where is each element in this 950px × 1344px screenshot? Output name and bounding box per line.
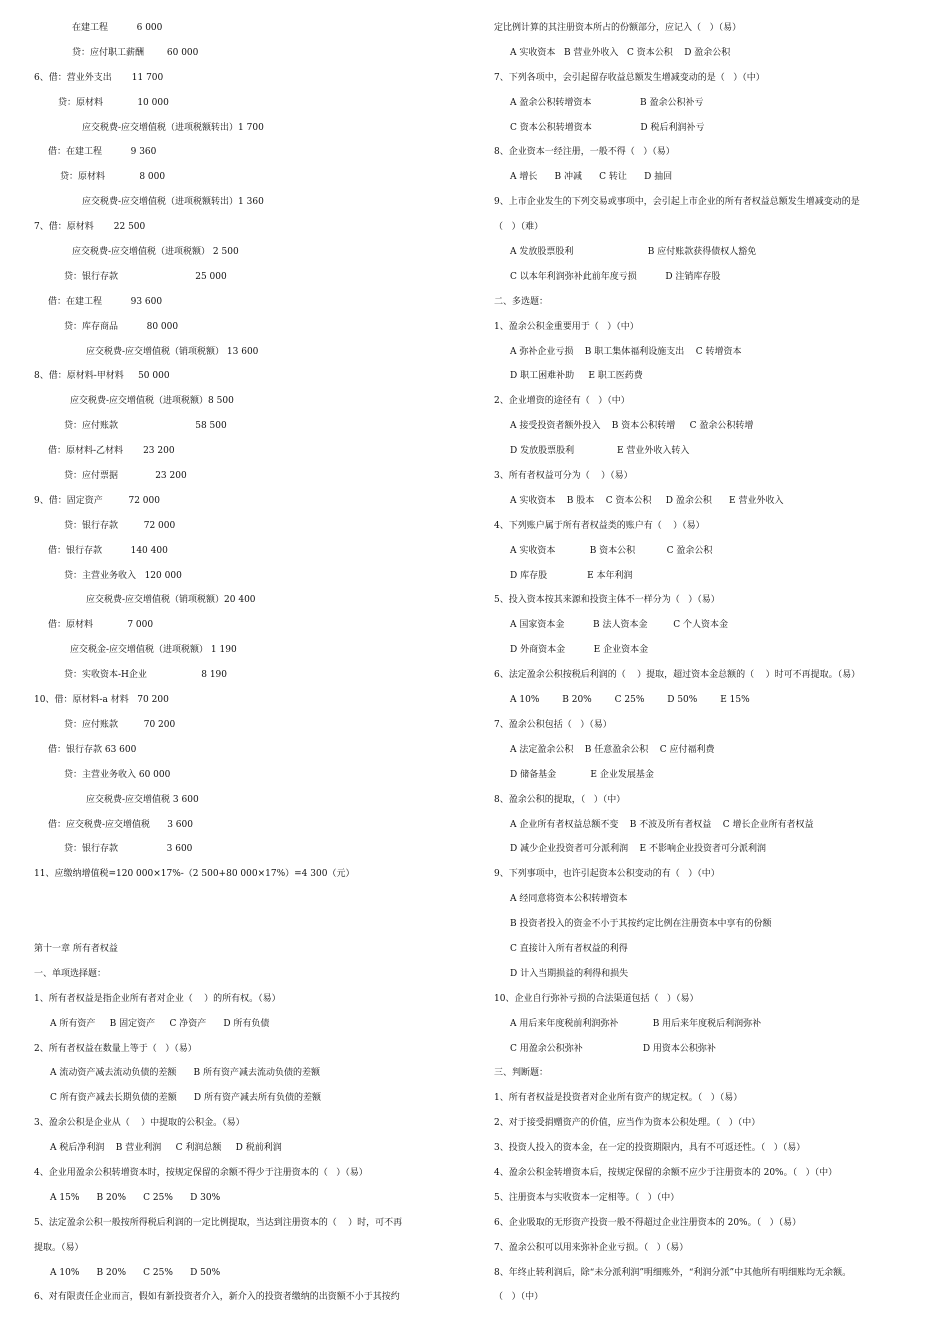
left-column [34, 16, 474, 1310]
text-line: D 发放股票股利 E 营业外收入转入 [510, 446, 690, 457]
text-line: A 10% B 20% C 25% D 50% E 15% [510, 695, 750, 706]
text-line: 4、下列账户属于所有者权益类的账户有（ ）（易） [494, 520, 705, 531]
text-line: 贷：主营业务收入 120 000 [64, 570, 182, 581]
text-line: 三、判断题： [494, 1068, 549, 1079]
text-line: A 实收资本 B 营业外收入 C 资本公积 D 盈余公积 [510, 47, 731, 58]
text-line: A 盈余公积转增资本 B 盈余公积补亏 [510, 97, 704, 108]
text-line: 8、年终止转利润后，除“未分派利润”明细账外，“利润分派”中其他所有明细账均无余额。 [494, 1267, 852, 1278]
text-line: 贷：银行存款 25 000 [64, 271, 227, 282]
text-line: 1、所有者权益是指企业所有者对企业（ ）的所有权。（易） [34, 993, 281, 1004]
text-line: 贷：应付账款 58 500 [64, 421, 227, 432]
text-line: A 弥补企业亏损 B 职工集体福利设施支出 C 转增资本 [510, 346, 742, 357]
text-line: 在建工程 6 000 [72, 23, 163, 33]
text-line: D 职工困难补助 E 职工医药费 [510, 371, 643, 382]
text-line: 6、借：营业外支出 11 700 [34, 72, 164, 83]
text-line: 1、所有者权益是投资者对企业所有资产的规定权。（ ）（易） [494, 1093, 743, 1104]
text-line: B 投资者投入的资金不小于其按约定比例在注册资本中享有的份额 [510, 919, 772, 930]
text-line: 8、盈余公积的提取，（ ）（中） [494, 794, 626, 805]
text-line: 贷：库存商品 80 000 [64, 321, 179, 332]
text-line: 4、企业用盈余公积转增资本时，按规定保留的余额不得少于注册资本的（ ）（易） [34, 1167, 368, 1178]
text-line: A 用后来年度税前利润弥补 B 用后来年度税后利润弥补 [510, 1018, 762, 1029]
text-line: 应交税费-应交增值税（进项税额）8 500 [70, 396, 234, 407]
text-line: A 法定盈余公积 B 任意盈余公积 C 应付福利费 [510, 744, 715, 755]
text-line: 应交税费-应交增值税（进项税额转出）1 360 [82, 197, 264, 208]
text-line: 11、应缴纳增值税=120 000×17%-（2 500+80 000×17%）=4 300（元） [34, 869, 355, 880]
text-line: 7、盈余公积包括（ ）（易） [494, 719, 612, 730]
text-line: 贷：银行存款 3 600 [64, 844, 193, 855]
text-line: A 国家资本金 B 法人资本金 C 个人资本金 [510, 620, 728, 631]
text-line: 8、借：原材料-甲材料 50 000 [34, 371, 170, 382]
text-line: A 税后净利润 B 营业利润 C 利润总额 D 税前利润 [50, 1143, 282, 1154]
text-line: 2、企业增资的途径有（ ）（中） [494, 396, 630, 407]
text-line: 6、对有限责任企业而言，假如有新投资者介入，新介入的投资者缴纳的出资额不小于其按约 [34, 1292, 400, 1303]
text-line: 贷：应付票据 23 200 [64, 471, 187, 482]
text-line: 4、盈余公积金转增资本后，按规定保留的余额不应少于注册资本的 20%。（ ）（中） [494, 1167, 838, 1178]
text-line: 7、盈余公积可以用来弥补企业亏损。（ ）（易） [494, 1242, 689, 1253]
text-line: 9、借：固定资产 72 000 [34, 495, 160, 506]
text-line: 一、单项选择题： [34, 968, 107, 979]
text-line: 5、注册资本与实收资本一定相等。（ ）（中） [494, 1192, 680, 1203]
text-line: D 计入当期损益的利得和损失 [510, 968, 629, 979]
text-line: D 储备基金 E 企业发展基金 [510, 769, 654, 780]
text-line: 5、法定盈余公积一般按所得税后利润的一定比例提取，当达到注册资本的（ ）时，可不再 [34, 1217, 403, 1228]
text-line: A 实收资本 B 资本公积 C 盈余公积 [510, 545, 713, 556]
text-line: 贷：实收资本-H企业 8 190 [64, 670, 228, 681]
text-line: A 发放股票股利 B 应付账款获得债权人豁免 [510, 247, 757, 258]
text-line: 借：银行存款 140 400 [48, 545, 168, 556]
text-line: 贷：主营业务收入 60 000 [64, 769, 171, 780]
text-line: 8、企业资本一经注册，一般不得（ ）（易） [494, 147, 675, 158]
text-line: 5、投入资本按其来源和投资主体不一样分为（ ）（易） [494, 595, 720, 606]
text-line: C 直接计入所有者权益的利得 [510, 943, 628, 954]
text-line: 贷：原材料 8 000 [60, 172, 166, 183]
right-column [494, 16, 934, 1310]
text-line: D 减少企业投资者可分派利润 E 不影响企业投资者可分派利润 [510, 844, 766, 855]
text-line: 应交税费-应交增值税（进项税额） 2 500 [72, 247, 239, 258]
text-line: A 经同意将资本公积转增资本 [510, 894, 628, 905]
text-line: （ ）（中） [494, 1292, 544, 1303]
text-line: A 实收资本 B 股本 C 资本公积 D 盈余公积 E 营业外收入 [510, 495, 784, 506]
text-line: 贷：原材料 10 000 [58, 97, 169, 108]
text-line: A 所有资产 B 固定资产 C 净资产 D 所有负债 [50, 1018, 270, 1029]
text-line: A 企业所有者权益总额不变 B 不波及所有者权益 C 增长企业所有者权益 [510, 819, 814, 830]
text-line: A 10% B 20% C 25% D 50% [50, 1267, 221, 1278]
text-line: 借：在建工程 9 360 [48, 147, 157, 158]
text-line: 定比例计算的其注册资本所占的份额部分，应记入（ ）（易） [494, 23, 742, 33]
text-line: C 用盈余公积弥补 D 用资本公积弥补 [510, 1043, 716, 1054]
text-line: 2、对于接受捐赠资产的价值，应当作为资本公积处理。（ ）（中） [494, 1118, 761, 1129]
text-line: 应交税费-应交增值税（销项税额）20 400 [86, 595, 256, 606]
text-line: 借：原材料-乙材料 23 200 [48, 446, 175, 457]
text-line: 贷：银行存款 72 000 [64, 520, 176, 531]
text-line: 贷：应付职工薪酬 60 000 [72, 47, 199, 58]
text-line: 第十一章 所有者权益 [34, 943, 118, 954]
text-line: 应交税费-应交增值税 3 600 [86, 794, 199, 805]
text-line: 提取。（易） [34, 1242, 84, 1253]
text-line: A 增长 B 冲减 C 转让 D 抽回 [510, 172, 673, 183]
text-line: 借：银行存款 63 600 [48, 744, 137, 755]
text-line: 9、下列事项中，也许引起资本公积变动的有（ ）（中） [494, 869, 720, 880]
text-line: （ ）（难） [494, 222, 544, 233]
text-line: 3、所有者权益可分为（ ）（易） [494, 471, 633, 482]
text-line: A 15% B 20% C 25% D 30% [50, 1192, 221, 1203]
text-line: C 以本年利润弥补此前年度亏损 D 注销库存股 [510, 271, 721, 282]
text-line: 10、企业自行弥补亏损的合法渠道包括（ ）（易） [494, 993, 699, 1004]
text-line: 6、企业吸取的无形资产投资一般不得超过企业注册资本的 20%。（ ）（易） [494, 1217, 802, 1228]
text-line: 9、上市企业发生的下列交易或事项中，会引起上市企业的所有者权益总额发生增减变动的是 [494, 197, 860, 208]
text-line: D 外商资本金 E 企业资本金 [510, 645, 649, 656]
text-line: 10、借：原材料-a 材料 70 200 [34, 695, 169, 706]
text-line: C 资本公积转增资本 D 税后利润补亏 [510, 122, 705, 133]
text-line: C 所有资产减去长期负债的差额 D 所有资产减去所有负债的差额 [50, 1093, 321, 1104]
text-line: D 库存股 E 本年利润 [510, 570, 633, 581]
text-line: 7、下列各项中，会引起留存收益总额发生增减变动的是（ ）（中） [494, 72, 765, 83]
text-line [34, 912, 474, 937]
text-line: 1、盈余公积金重要用于（ ）（中） [494, 321, 639, 332]
text-line: 贷：应付账款 70 200 [64, 719, 176, 730]
text-line: 二、多选题： [494, 296, 549, 307]
text-line: A 接受投资者额外投入 B 资本公积转增 C 盈余公积转增 [510, 421, 754, 432]
text-line [34, 887, 474, 912]
text-line: 3、盈余公积是企业从（ ）中提取的公积金。（易） [34, 1118, 245, 1129]
text-line: 应交税费-应交增值税（进项税额转出）1 700 [82, 122, 264, 133]
text-line: 借：应交税费-应交增值税 3 600 [48, 819, 193, 830]
text-line: 7、借：原材料 22 500 [34, 222, 146, 233]
text-line: 应交税金-应交增值税（进项税额） 1 190 [70, 645, 237, 656]
text-line: 借：在建工程 93 600 [48, 296, 163, 307]
text-line: 2、所有者权益在数量上等于（ ）（易） [34, 1043, 197, 1054]
text-line: A 流动资产减去流动负债的差额 B 所有资产减去流动负债的差额 [50, 1068, 321, 1079]
text-line: 应交税费-应交增值税（销项税额） 13 600 [86, 346, 259, 357]
text-line: 6、法定盈余公积按税后利润的（ ）提取，超过资本金总额的（ ）时可不再提取。（易） [494, 670, 861, 681]
text-line: 借：原材料 7 000 [48, 620, 154, 631]
text-line: 3、投资人投入的资本金，在一定的投资期限内，具有不可返还性。（ ）（易） [494, 1143, 806, 1154]
